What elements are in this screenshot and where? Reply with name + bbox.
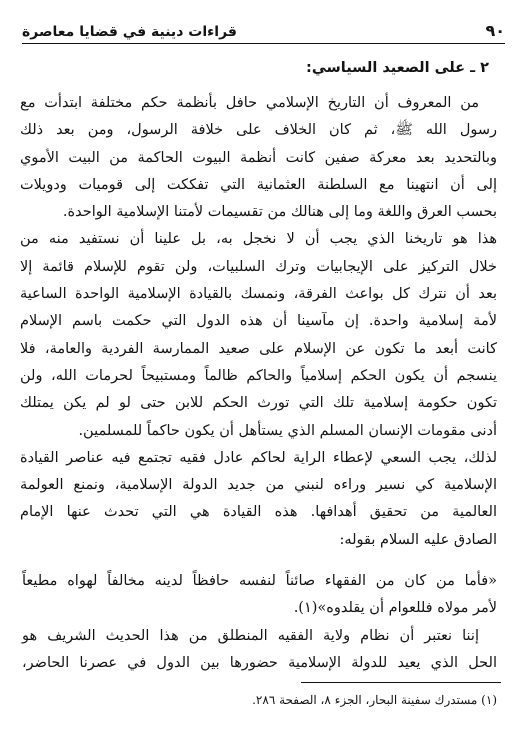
running-title: قراءات دينية في قضايا معاصرة bbox=[22, 24, 237, 40]
body-line: كانت أبعد ما تكون عن الإسلام على صعيد الممارسة الفردية والعامة، فلا bbox=[20, 340, 497, 357]
page-header bbox=[22, 10, 505, 40]
body-line: الإسلامية كي نسير وراءه لنبني من جديد الدولة الإسلامية، ونمنع العولمة bbox=[20, 477, 497, 494]
body-line: الصادق عليه السلام بقوله: bbox=[339, 531, 497, 548]
body-line: هذا هو تاريخنا الذي يجب أن لا نخجل به، بل علينا أن نستفيد منه من bbox=[20, 231, 497, 248]
body-line: من المعروف أن التاريخ الإسلامي حافل بأنظمة حكم مختلفة ابتدأت مع bbox=[20, 95, 479, 111]
body-line: إلى أن انتهينا مع السلطنة العثمانية التي تفككت إلى قوميات ودويلات bbox=[20, 176, 497, 193]
body-line: أدنى مقومات الإنسان المسلم الذي يستأهل أن يكون حاكماً للمسلمين. bbox=[78, 422, 497, 439]
body-line: رسول الله ﷺ، ثم كان الخلاف على خلافة الرسول، ومن بعد ذلك bbox=[20, 122, 497, 139]
hadith-quote bbox=[22, 568, 497, 623]
closing-line: الحل الذي يعيد للدولة الإسلامية حضورها بين الدول في عصرنا الحاضر، bbox=[22, 655, 497, 672]
footnote: (١) مستدرك سفينة البحار، الجزء ٨، الصفحة ٢٨٦. bbox=[252, 693, 497, 707]
header-rule bbox=[22, 43, 505, 44]
body-line: بحسب العرق واللغة وما إلى هنالك من تقسيمات لأمتنا الإسلامية الواحدة. bbox=[62, 204, 497, 221]
body-line: بعد أن نترك كل بواعث الفرقة، ونمسك بالقيادة الإسلامية الواحدة الساعية bbox=[20, 286, 497, 303]
page-number: ٩٠ bbox=[485, 21, 505, 40]
footnote-rule bbox=[301, 682, 501, 683]
body-line: خلال التركيز على الإيجابيات وترك السلبيات، ولن تقوم للإسلام قائمة إلا bbox=[20, 258, 497, 275]
body-line: لأمة إسلامية واحدة. إن مآسينا أن هذه الدول التي حكمت باسم الإسلام bbox=[20, 313, 497, 330]
quote-line: لأمر مولاه فللعوام أن يقلدوه»(١). bbox=[293, 600, 497, 617]
body-line: لذلك، يجب السعي لإعطاء الراية لحاكم عادل فقيه تجتمع فيه عناصر القيادة bbox=[20, 449, 497, 466]
body-line: تكون حكومة إسلامية تلك التي تورث الحكم للابن حتى لو لم يكن يمتلك bbox=[20, 395, 497, 412]
closing-line: إننا نعتبر أن نظام ولاية الفقيه المنطلق من هذا الحديث الشريف هو bbox=[22, 628, 479, 644]
quote-line: «فأما من كان من الفقهاء صائناً لنفسه حافظاً لدينه مخالفاً لهواه مطيعاً bbox=[22, 573, 497, 589]
section-heading: ٢ ـ على الصعيد السياسي: bbox=[306, 60, 489, 76]
body-text bbox=[20, 90, 497, 554]
body-line: ينسجم أن يكون الحكم إسلامياً والحاكم ظالماً ومستبيحاً لحرمات الله، ولن bbox=[20, 367, 497, 384]
closing-paragraph bbox=[22, 623, 497, 678]
body-line: وبالتحديد بعد معركة صفين كانت أنظمة البيوت الحاكمة من البيت الأموي bbox=[20, 149, 497, 166]
body-line: العالمية من تحقيق أهدافها. هذه القيادة هي التي تحدث عنها الإمام bbox=[20, 504, 497, 521]
